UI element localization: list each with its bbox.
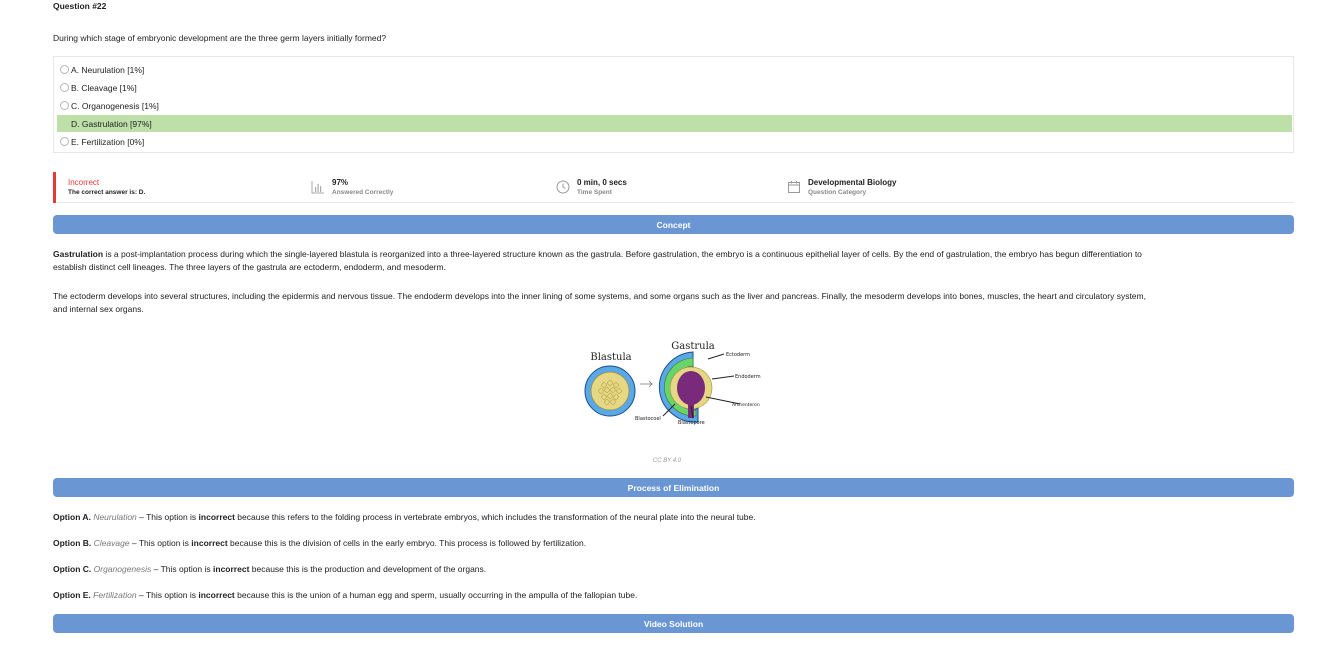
choice-label: A. Neurulation [1%] <box>71 64 145 75</box>
correct-answer-text: The correct answer is: D. <box>68 189 146 196</box>
result-stats <box>53 172 1294 203</box>
time-stat <box>556 177 627 198</box>
elimination-option-e: Option E. Fertilization – This option is incorrect because this is the union of a human egg and sperm, usually occurring in the ampulla of the fallopian tube. <box>53 590 638 600</box>
time-value: 0 min, 0 secs <box>577 178 627 187</box>
percent-label: Answered Correctly <box>332 189 394 196</box>
concept-paragraph-1: Gastrulation is a post-implantation process during which the single-layered blastula is reorganized into a three-layered structure known as the gastrula. Before gastrulation, the embryo is a continuous epithelial layer of cells. By the end of gastrulation, the embryo has begun differentiation to establish distinct cell lineages. The three layers of the gastrula are ectoderm, endoderm, and mesoderm. <box>53 249 1142 272</box>
choice-label: B. Cleavage [1%] <box>71 82 137 93</box>
archenteron-label: Archenteron <box>732 403 760 408</box>
bar-chart-icon <box>311 180 325 194</box>
status-indicator <box>53 172 56 203</box>
answer-choices <box>53 56 1294 153</box>
concept-paragraph-2: The ectoderm develops into several structures, including the epidermis and nervous tissue. The endoderm develops into the inner lining of some systems, and some organs such as the liver and pancreas. Finally, the mesoderm develops into bones, muscles, the heart and circulatory system, and internal sex organs. <box>53 291 1146 314</box>
endoderm-label: Endoderm <box>735 374 761 380</box>
blastocoel-label: Blastocoel <box>635 416 661 422</box>
blastula-label: Blastula <box>590 352 632 363</box>
elimination-option-a: Option A. Neurulation – This option is incorrect because this refers to the folding process in vertebrate embryos, which includes the transformation of the neural plate into the neural tube. <box>53 512 756 522</box>
status-text: Incorrect <box>68 178 100 187</box>
radio-icon[interactable] <box>60 65 69 74</box>
elimination-option-c: Option C. Organogenesis – This option is incorrect because this is the production and development of the organs. <box>53 564 487 574</box>
choice-b[interactable] <box>57 79 1292 96</box>
calendar-icon <box>787 180 801 194</box>
category-value: Developmental Biology <box>808 178 897 187</box>
choice-c[interactable] <box>57 97 1292 114</box>
category-stat <box>787 177 896 198</box>
result-status <box>68 177 145 198</box>
elimination-option-b: Option B. Cleavage – This option is incorrect because this is the division of cells in the early embryo. This process is followed by fertilization. <box>53 538 587 548</box>
radio-icon[interactable] <box>60 101 69 110</box>
gastrulation-figure <box>580 336 770 431</box>
question-text: During which stage of embryonic development are the three germ layers initially formed? <box>53 33 387 43</box>
radio-icon[interactable] <box>60 83 69 92</box>
concept-term: Gastrulation <box>53 249 104 259</box>
blastula-drawing <box>585 366 635 416</box>
choice-d[interactable] <box>57 115 1292 132</box>
choice-label: C. Organogenesis [1%] <box>71 100 159 111</box>
clock-icon <box>556 180 570 194</box>
category-label: Question Category <box>808 189 867 196</box>
video-solution-banner[interactable]: Video Solution <box>53 614 1294 633</box>
ectoderm-label: Ectoderm <box>726 352 751 358</box>
concept-banner[interactable]: Concept <box>53 215 1294 234</box>
radio-icon[interactable] <box>60 137 69 146</box>
question-number: Question #22 <box>53 1 107 11</box>
percent-value: 97% <box>332 178 349 187</box>
radio-icon[interactable] <box>60 119 69 128</box>
choice-label: E. Fertilization [0%] <box>71 136 145 147</box>
choice-e[interactable] <box>57 133 1292 150</box>
blastopore-label: Blastopore <box>678 420 705 426</box>
choice-label: D. Gastrulation [97%] <box>71 118 152 129</box>
choice-a[interactable] <box>57 61 1292 78</box>
arrow-icon <box>640 381 652 387</box>
image-credit: CC BY 4.0 <box>652 458 682 464</box>
elimination-banner[interactable]: Process of Elimination <box>53 478 1294 497</box>
time-label: Time Spent <box>577 189 612 196</box>
gastrula-label: Gastrula <box>671 341 715 352</box>
percent-stat <box>311 177 393 198</box>
